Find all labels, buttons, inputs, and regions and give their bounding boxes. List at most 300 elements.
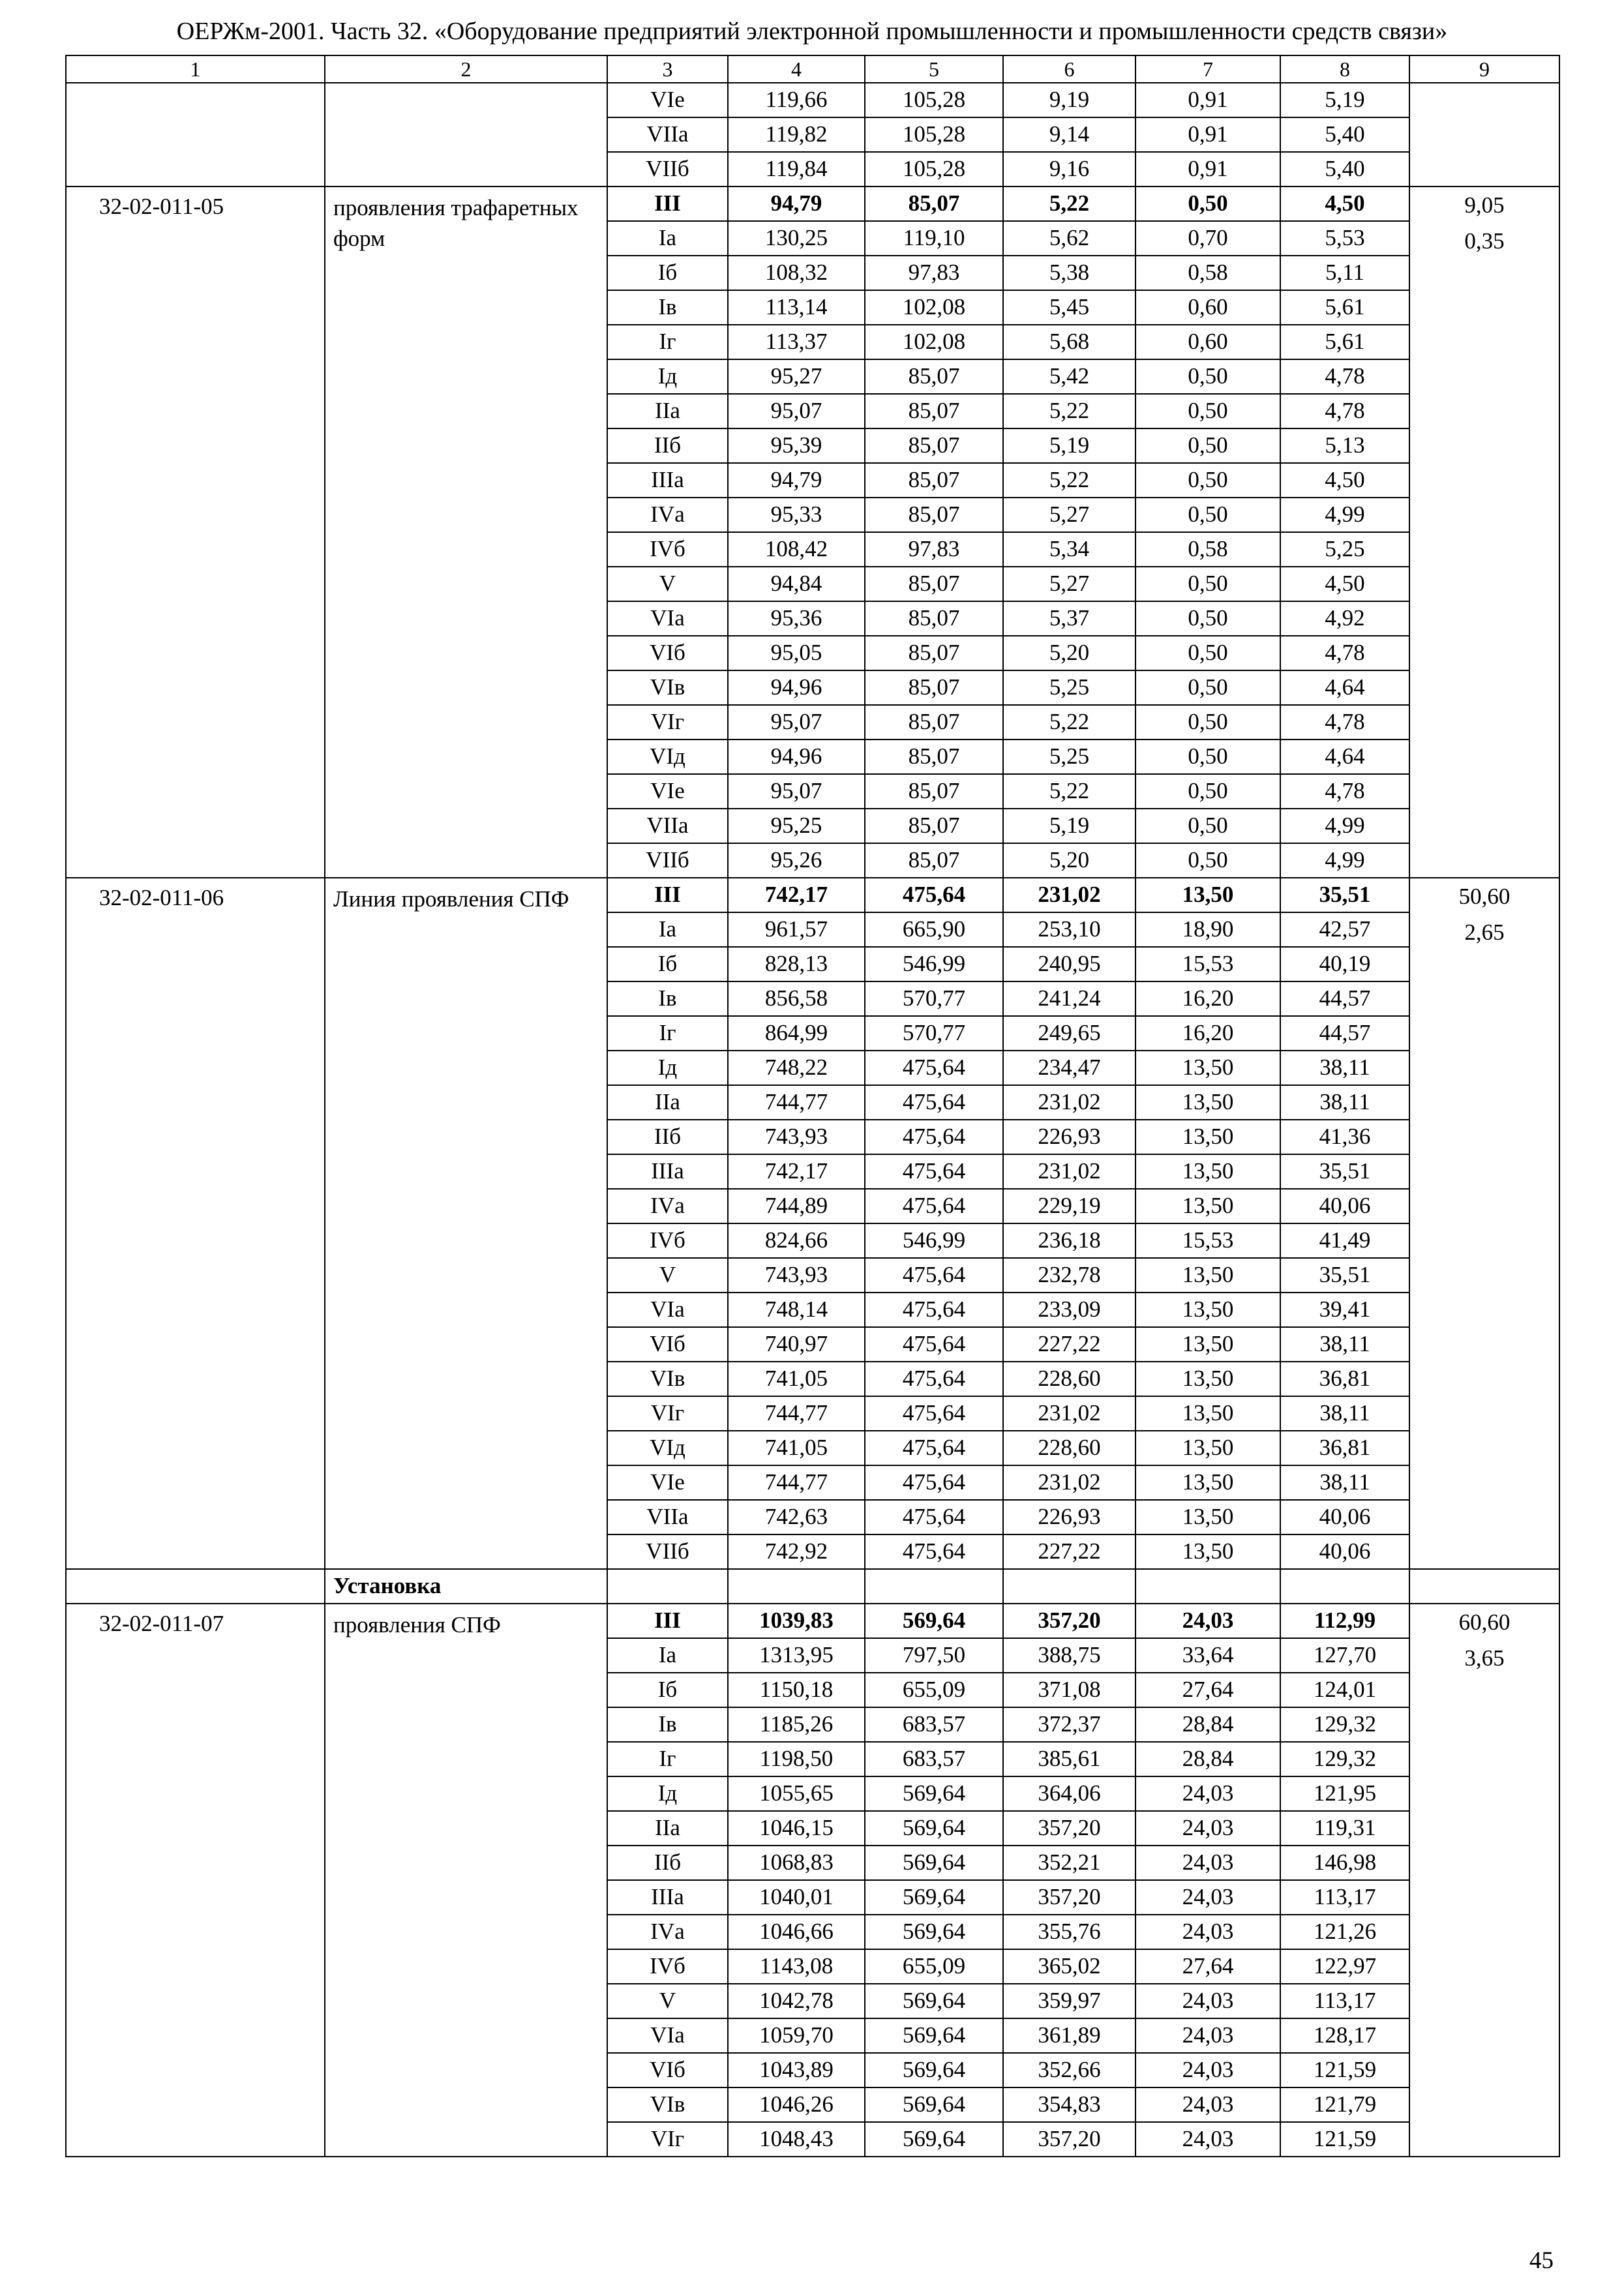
category-cell: VIг (607, 2122, 728, 2157)
category-cell: III (607, 878, 728, 912)
value-cell: 0,50 (1135, 705, 1280, 740)
value-cell: 0,60 (1135, 325, 1280, 359)
value-cell: 228,60 (1003, 1431, 1135, 1465)
value-cell: 42,57 (1280, 912, 1409, 947)
category-cell: VIIа (607, 809, 728, 843)
value-cell: 569,64 (865, 1984, 1003, 2018)
value-cell: 5,27 (1003, 498, 1135, 532)
value-cell: 13,50 (1135, 1431, 1280, 1465)
value-cell: 569,64 (865, 1846, 1003, 1880)
value-cell: 0,91 (1135, 117, 1280, 152)
column-header: 8 (1280, 55, 1409, 83)
category-cell: IVа (607, 1915, 728, 1949)
value-cell: 15,53 (1135, 1223, 1280, 1258)
category-cell: VIд (607, 1431, 728, 1465)
value-cell: 129,32 (1280, 1742, 1409, 1776)
category-cell: VIб (607, 2053, 728, 2087)
value-cell: 85,07 (865, 463, 1003, 498)
value-cell: 13,50 (1135, 1154, 1280, 1189)
column-header: 2 (325, 55, 607, 83)
value-cell: 357,20 (1003, 1604, 1135, 1638)
empty-cell (1003, 1569, 1135, 1604)
value-cell: 5,19 (1003, 809, 1135, 843)
value-cell: 4,64 (1280, 740, 1409, 774)
value-cell: 24,03 (1135, 1915, 1280, 1949)
value-cell: 475,64 (865, 1362, 1003, 1396)
value-cell: 5,53 (1280, 221, 1409, 256)
value-cell: 743,93 (728, 1258, 865, 1293)
value-cell: 569,64 (865, 1604, 1003, 1638)
value-cell: 122,97 (1280, 1949, 1409, 1984)
value-cell: 569,64 (865, 1880, 1003, 1915)
value-cell: 5,19 (1280, 83, 1409, 117)
value-cell: 249,65 (1003, 1016, 1135, 1051)
code-cell: 32-02-011-05 (66, 187, 325, 878)
code-cell (66, 83, 325, 187)
value-cell: 28,84 (1135, 1742, 1280, 1776)
category-cell: VIа (607, 2018, 728, 2053)
value-cell: 5,38 (1003, 256, 1135, 290)
category-cell: III (607, 187, 728, 221)
value-cell: 16,20 (1135, 981, 1280, 1016)
value-cell: 0,50 (1135, 428, 1280, 463)
value-cell: 85,07 (865, 774, 1003, 809)
value-cell: 357,20 (1003, 1880, 1135, 1915)
value-cell: 475,64 (865, 1327, 1003, 1362)
value-cell: 95,27 (728, 359, 865, 394)
value-cell: 40,06 (1280, 1189, 1409, 1223)
value-cell: 13,50 (1135, 878, 1280, 912)
category-cell: IVа (607, 1189, 728, 1223)
value-cell: 97,83 (865, 256, 1003, 290)
value-cell: 475,64 (865, 1189, 1003, 1223)
category-cell: VIб (607, 636, 728, 670)
value-cell: 824,66 (728, 1223, 865, 1258)
empty-cell (607, 1569, 728, 1604)
value-cell: 5,68 (1003, 325, 1135, 359)
value-cell: 228,60 (1003, 1362, 1135, 1396)
page-number: 45 (1529, 2247, 1554, 2274)
value-cell: 13,50 (1135, 1051, 1280, 1085)
value-cell: 241,24 (1003, 981, 1135, 1016)
category-cell: Iа (607, 1638, 728, 1673)
table-row (66, 1604, 1559, 1638)
value-cell: 0,50 (1135, 636, 1280, 670)
value-cell: 744,89 (728, 1189, 865, 1223)
category-cell: VIе (607, 83, 728, 117)
value-cell: 41,49 (1280, 1223, 1409, 1258)
column-header: 5 (865, 55, 1003, 83)
category-cell: Iд (607, 1051, 728, 1085)
value-cell: 36,81 (1280, 1431, 1409, 1465)
value-cell: 683,57 (865, 1742, 1003, 1776)
category-cell: V (607, 567, 728, 601)
value-cell: 5,25 (1003, 670, 1135, 705)
empty-cell (1409, 1569, 1559, 1604)
value-cell: 231,02 (1003, 1085, 1135, 1120)
value-cell: 24,03 (1135, 1880, 1280, 1915)
value-cell: 227,22 (1003, 1534, 1135, 1569)
value-cell: 13,50 (1135, 1327, 1280, 1362)
value-cell: 1313,95 (728, 1638, 865, 1673)
category-cell: VIе (607, 774, 728, 809)
value-cell: 24,03 (1135, 2053, 1280, 2087)
value-cell: 85,07 (865, 359, 1003, 394)
value-cell: 546,99 (865, 947, 1003, 981)
value-cell: 15,53 (1135, 947, 1280, 981)
value-cell: 85,07 (865, 809, 1003, 843)
value-cell: 35,51 (1280, 1154, 1409, 1189)
empty-cell (865, 1569, 1003, 1604)
value-cell: 9,16 (1003, 152, 1135, 187)
value-cell: 742,17 (728, 878, 865, 912)
value-cell: 33,64 (1135, 1638, 1280, 1673)
category-cell: V (607, 1984, 728, 2018)
value-cell: 0,50 (1135, 809, 1280, 843)
category-cell: IVб (607, 532, 728, 567)
value-cell: 0,50 (1135, 843, 1280, 878)
value-cell: 1046,66 (728, 1915, 865, 1949)
value-cell: 13,50 (1135, 1189, 1280, 1223)
value-cell: 44,57 (1280, 1016, 1409, 1051)
value-cell: 108,42 (728, 532, 865, 567)
value-cell: 5,19 (1003, 428, 1135, 463)
value-cell: 569,64 (865, 1776, 1003, 1811)
value-cell: 744,77 (728, 1396, 865, 1431)
category-cell: VIе (607, 1465, 728, 1500)
value-cell: 569,64 (865, 2053, 1003, 2087)
value-cell: 119,31 (1280, 1811, 1409, 1846)
category-cell: VIIа (607, 1500, 728, 1534)
value-cell: 108,32 (728, 256, 865, 290)
value-cell: 97,83 (865, 532, 1003, 567)
category-cell: VIIб (607, 843, 728, 878)
value-cell: 102,08 (865, 290, 1003, 325)
category-cell: IIб (607, 1120, 728, 1154)
value-cell: 388,75 (1003, 1638, 1135, 1673)
value-cell: 570,77 (865, 981, 1003, 1016)
value-cell: 231,02 (1003, 878, 1135, 912)
category-cell: VIв (607, 2087, 728, 2122)
category-cell: Iа (607, 912, 728, 947)
value-cell: 85,07 (865, 428, 1003, 463)
value-cell: 655,09 (865, 1949, 1003, 1984)
value-cell: 5,20 (1003, 636, 1135, 670)
category-cell: III (607, 1604, 728, 1638)
value-cell: 0,50 (1135, 498, 1280, 532)
value-cell: 13,50 (1135, 1085, 1280, 1120)
value-cell: 231,02 (1003, 1154, 1135, 1189)
category-cell: VIб (607, 1327, 728, 1362)
value-cell: 44,57 (1280, 981, 1409, 1016)
value-cell: 18,90 (1135, 912, 1280, 947)
value-cell: 475,64 (865, 1258, 1003, 1293)
value-cell: 9,14 (1003, 117, 1135, 152)
value-cell: 1039,83 (728, 1604, 865, 1638)
value-cell: 119,10 (865, 221, 1003, 256)
value-cell: 130,25 (728, 221, 865, 256)
value-cell: 233,09 (1003, 1293, 1135, 1327)
value-cell: 1068,83 (728, 1846, 865, 1880)
value-cell: 0,50 (1135, 670, 1280, 705)
category-cell: VIIа (607, 117, 728, 152)
value-cell: 94,84 (728, 567, 865, 601)
value-cell: 0,58 (1135, 256, 1280, 290)
col9-value: 60,60 (1458, 1609, 1511, 1635)
value-cell: 742,92 (728, 1534, 865, 1569)
value-cell: 0,60 (1135, 290, 1280, 325)
category-cell: IVа (607, 498, 728, 532)
value-cell: 95,39 (728, 428, 865, 463)
value-cell: 95,07 (728, 774, 865, 809)
empty-cell (1280, 1569, 1409, 1604)
value-cell: 1150,18 (728, 1673, 865, 1707)
value-cell: 354,83 (1003, 2087, 1135, 2122)
value-cell: 546,99 (865, 1223, 1003, 1258)
value-cell: 27,64 (1135, 1949, 1280, 1984)
value-cell: 5,25 (1003, 740, 1135, 774)
value-cell: 121,59 (1280, 2122, 1409, 2157)
col9-cell (1409, 1604, 1559, 2157)
value-cell: 232,78 (1003, 1258, 1135, 1293)
value-cell: 35,51 (1280, 1258, 1409, 1293)
value-cell: 1185,26 (728, 1707, 865, 1742)
value-cell: 105,28 (865, 117, 1003, 152)
value-cell: 95,05 (728, 636, 865, 670)
category-cell: Iг (607, 1742, 728, 1776)
value-cell: 1143,08 (728, 1949, 865, 1984)
value-cell: 961,57 (728, 912, 865, 947)
value-cell: 13,50 (1135, 1120, 1280, 1154)
value-cell: 85,07 (865, 636, 1003, 670)
value-cell: 4,78 (1280, 394, 1409, 428)
value-cell: 39,41 (1280, 1293, 1409, 1327)
value-cell: 119,82 (728, 117, 865, 152)
value-cell: 5,22 (1003, 187, 1135, 221)
value-cell: 129,32 (1280, 1707, 1409, 1742)
value-cell: 359,97 (1003, 1984, 1135, 2018)
col9-cell (1409, 83, 1559, 187)
value-cell: 0,50 (1135, 740, 1280, 774)
col9-value: 9,05 (1464, 192, 1505, 218)
value-cell: 352,66 (1003, 2053, 1135, 2087)
value-cell: 13,50 (1135, 1293, 1280, 1327)
value-cell: 357,20 (1003, 2122, 1135, 2157)
category-cell: VIа (607, 601, 728, 636)
value-cell: 569,64 (865, 2018, 1003, 2053)
value-cell: 236,18 (1003, 1223, 1135, 1258)
table-row (66, 187, 1559, 221)
value-cell: 4,50 (1280, 567, 1409, 601)
category-cell: VIд (607, 740, 728, 774)
value-cell: 113,17 (1280, 1880, 1409, 1915)
value-cell: 475,64 (865, 1534, 1003, 1569)
value-cell: 102,08 (865, 325, 1003, 359)
value-cell: 85,07 (865, 705, 1003, 740)
value-cell: 85,07 (865, 394, 1003, 428)
category-cell: VIIб (607, 152, 728, 187)
value-cell: 475,64 (865, 1500, 1003, 1534)
value-cell: 85,07 (865, 843, 1003, 878)
value-cell: 385,61 (1003, 1742, 1135, 1776)
value-cell: 127,70 (1280, 1638, 1409, 1673)
value-cell: 0,50 (1135, 394, 1280, 428)
value-cell: 113,17 (1280, 1984, 1409, 2018)
column-header: 3 (607, 55, 728, 83)
value-cell: 0,50 (1135, 463, 1280, 498)
document-title: ОЕРЖм-2001. Часть 32. «Оборудование предприятий электронной промышленности и промышленности средств связи» (176, 18, 1448, 45)
value-cell: 5,40 (1280, 152, 1409, 187)
value-cell: 372,37 (1003, 1707, 1135, 1742)
value-cell: 105,28 (865, 83, 1003, 117)
value-cell: 1046,15 (728, 1811, 865, 1846)
value-cell: 365,02 (1003, 1949, 1135, 1984)
value-cell: 5,34 (1003, 532, 1135, 567)
value-cell: 231,02 (1003, 1396, 1135, 1431)
value-cell: 5,40 (1280, 117, 1409, 152)
value-cell: 5,27 (1003, 567, 1135, 601)
value-cell: 24,03 (1135, 1846, 1280, 1880)
value-cell: 5,22 (1003, 774, 1135, 809)
table-header (66, 55, 1559, 83)
code-cell: 32-02-011-07 (66, 1604, 325, 2157)
value-cell: 4,78 (1280, 359, 1409, 394)
value-cell: 475,64 (865, 1085, 1003, 1120)
value-cell: 229,19 (1003, 1189, 1135, 1223)
value-cell: 475,64 (865, 1293, 1003, 1327)
value-cell: 113,37 (728, 325, 865, 359)
column-header: 1 (66, 55, 325, 83)
value-cell: 38,11 (1280, 1085, 1409, 1120)
category-cell: VIа (607, 1293, 728, 1327)
category-cell: IIб (607, 428, 728, 463)
value-cell: 5,11 (1280, 256, 1409, 290)
empty-cell (66, 1569, 325, 1604)
value-cell: 5,61 (1280, 290, 1409, 325)
value-cell: 113,14 (728, 290, 865, 325)
value-cell: 0,50 (1135, 359, 1280, 394)
value-cell: 0,58 (1135, 532, 1280, 567)
value-cell: 36,81 (1280, 1362, 1409, 1396)
value-cell: 121,95 (1280, 1776, 1409, 1811)
category-cell: IVб (607, 1223, 728, 1258)
category-cell: VIг (607, 705, 728, 740)
value-cell: 4,92 (1280, 601, 1409, 636)
value-cell: 475,64 (865, 1051, 1003, 1085)
col9-cell (1409, 187, 1559, 878)
data-table (65, 55, 1560, 2157)
category-cell: VIIб (607, 1534, 728, 1569)
value-cell: 234,47 (1003, 1051, 1135, 1085)
value-cell: 371,08 (1003, 1673, 1135, 1707)
category-cell: VIг (607, 1396, 728, 1431)
value-cell: 4,99 (1280, 809, 1409, 843)
value-cell: 856,58 (728, 981, 865, 1016)
value-cell: 95,33 (728, 498, 865, 532)
category-cell: IIIа (607, 1154, 728, 1189)
value-cell: 864,99 (728, 1016, 865, 1051)
value-cell: 4,78 (1280, 705, 1409, 740)
value-cell: 352,21 (1003, 1846, 1135, 1880)
column-header: 6 (1003, 55, 1135, 83)
value-cell: 570,77 (865, 1016, 1003, 1051)
value-cell: 828,13 (728, 947, 865, 981)
value-cell: 85,07 (865, 601, 1003, 636)
category-cell: V (607, 1258, 728, 1293)
value-cell: 95,07 (728, 394, 865, 428)
table-row (66, 878, 1559, 912)
value-cell: 38,11 (1280, 1327, 1409, 1362)
value-cell: 94,96 (728, 670, 865, 705)
col9-value: 2,65 (1464, 920, 1505, 945)
value-cell: 40,06 (1280, 1500, 1409, 1534)
value-cell: 226,93 (1003, 1120, 1135, 1154)
category-cell: IIа (607, 1811, 728, 1846)
value-cell: 1198,50 (728, 1742, 865, 1776)
value-cell: 253,10 (1003, 912, 1135, 947)
value-cell: 744,77 (728, 1085, 865, 1120)
value-cell: 226,93 (1003, 1500, 1135, 1534)
value-cell: 128,17 (1280, 2018, 1409, 2053)
value-cell: 364,06 (1003, 1776, 1135, 1811)
category-cell: IIIа (607, 1880, 728, 1915)
value-cell: 85,07 (865, 670, 1003, 705)
value-cell: 748,14 (728, 1293, 865, 1327)
value-cell: 355,76 (1003, 1915, 1135, 1949)
section-label-cell: Установка (325, 1569, 607, 1604)
value-cell: 5,42 (1003, 359, 1135, 394)
description-cell: проявления трафаретных форм (325, 187, 607, 878)
value-cell: 569,64 (865, 2122, 1003, 2157)
value-cell: 0,50 (1135, 601, 1280, 636)
value-cell: 1042,78 (728, 1984, 865, 2018)
category-cell: Iг (607, 1016, 728, 1051)
section-label-row (66, 1569, 1559, 1604)
value-cell: 28,84 (1135, 1707, 1280, 1742)
value-cell: 357,20 (1003, 1811, 1135, 1846)
value-cell: 683,57 (865, 1707, 1003, 1742)
value-cell: 40,19 (1280, 947, 1409, 981)
value-cell: 5,25 (1280, 532, 1409, 567)
column-header: 9 (1409, 55, 1559, 83)
value-cell: 5,20 (1003, 843, 1135, 878)
value-cell: 24,03 (1135, 2122, 1280, 2157)
value-cell: 475,64 (865, 1120, 1003, 1154)
category-cell: Iд (607, 1776, 728, 1811)
category-cell: Iв (607, 1707, 728, 1742)
value-cell: 742,63 (728, 1500, 865, 1534)
value-cell: 1048,43 (728, 2122, 865, 2157)
category-cell: Iв (607, 981, 728, 1016)
value-cell: 655,09 (865, 1673, 1003, 1707)
value-cell: 41,36 (1280, 1120, 1409, 1154)
value-cell: 5,45 (1003, 290, 1135, 325)
value-cell: 94,96 (728, 740, 865, 774)
value-cell: 5,61 (1280, 325, 1409, 359)
category-cell: IIа (607, 1085, 728, 1120)
value-cell: 744,77 (728, 1465, 865, 1500)
value-cell: 16,20 (1135, 1016, 1280, 1051)
description-cell: Линия проявления СПФ (325, 878, 607, 1569)
value-cell: 38,11 (1280, 1396, 1409, 1431)
value-cell: 0,50 (1135, 187, 1280, 221)
value-cell: 743,93 (728, 1120, 865, 1154)
category-cell: IIа (607, 394, 728, 428)
value-cell: 475,64 (865, 1396, 1003, 1431)
value-cell: 13,50 (1135, 1465, 1280, 1500)
value-cell: 119,66 (728, 83, 865, 117)
category-cell: Iб (607, 256, 728, 290)
